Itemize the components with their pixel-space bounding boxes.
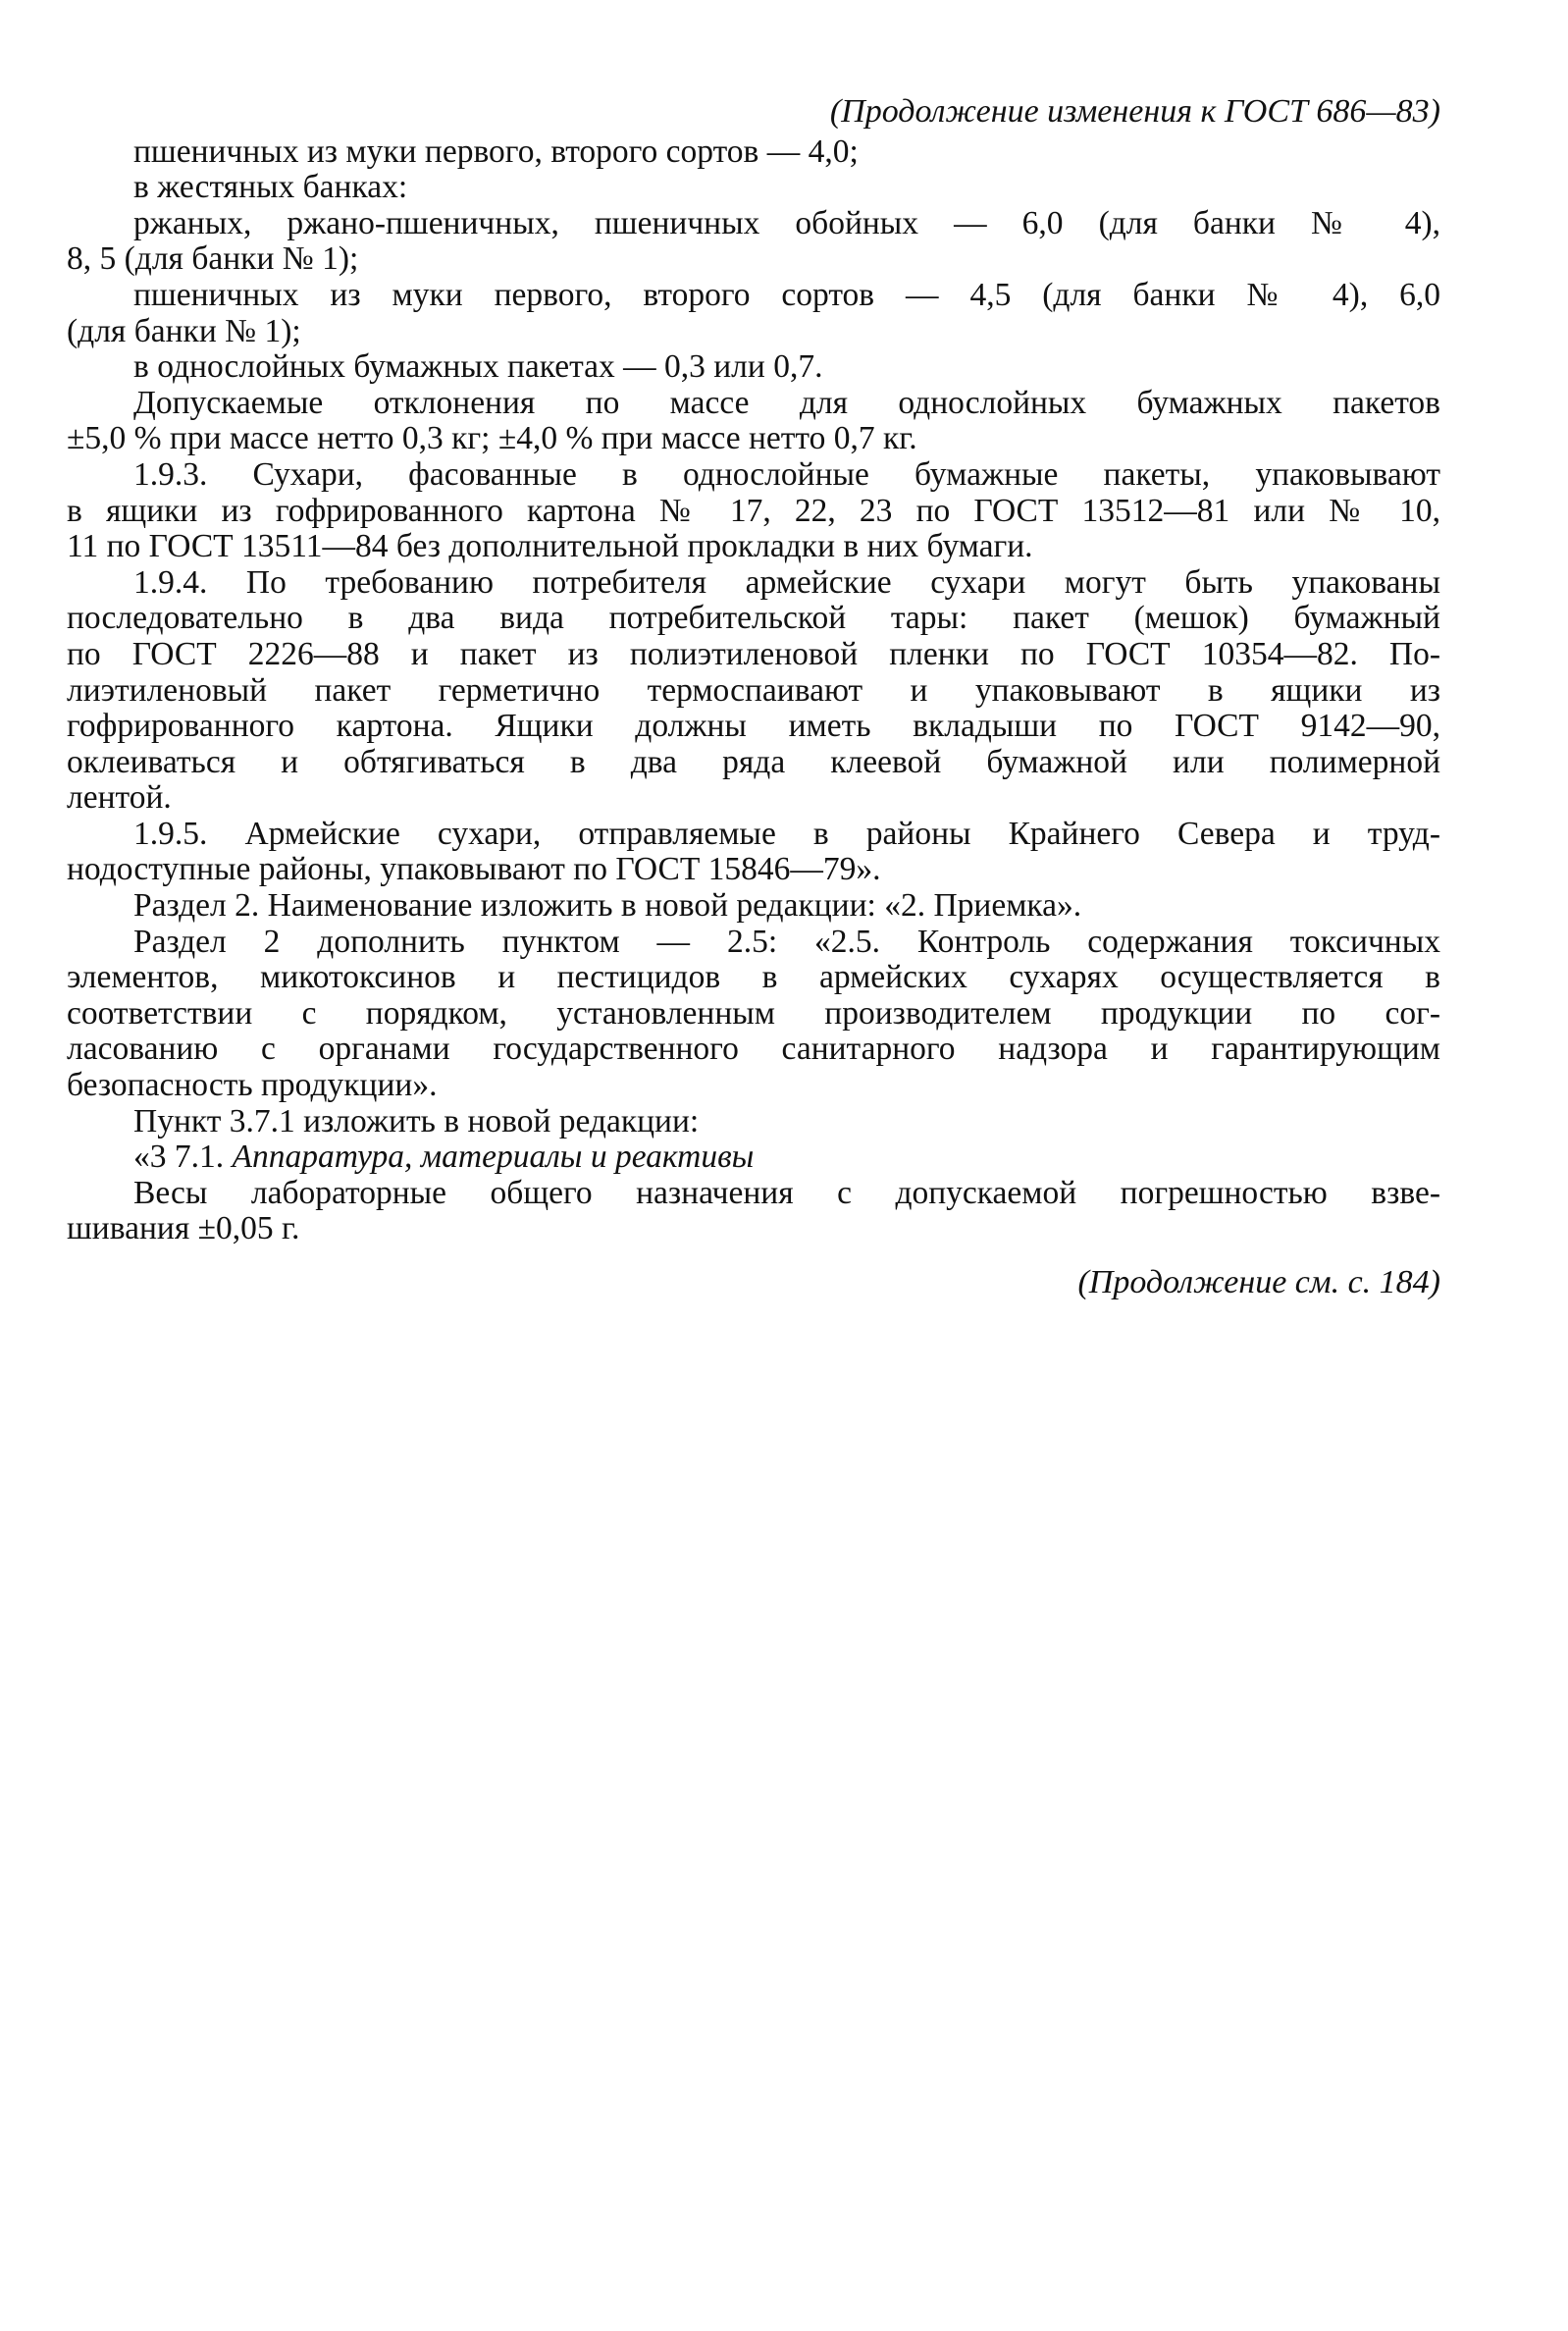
text-line: нодоступные районы, упаковывают по ГОСТ 15846—79». xyxy=(67,851,881,888)
text-line: соответствии с порядком, установленным производителем продукции по сог- xyxy=(67,994,1440,1032)
text-line: ±5,0 % при массе нетто 0,3 кг; ±4,0 % при массе нетто 0,7 кг. xyxy=(67,420,917,457)
text-line: Пункт 3.7.1 изложить в новой редакции: xyxy=(133,1102,700,1139)
text-line: в ящики из гофрированного картона № 17, 22, 23 по ГОСТ 13512—81 или № 10, xyxy=(67,492,1440,529)
text-line: (для банки № 1); xyxy=(67,312,301,349)
text-line: безопасность продукции». xyxy=(67,1067,438,1104)
text-line: «3 7.1. Аппаратура, материалы и реактивы xyxy=(133,1139,755,1176)
italic-heading: Аппаратура, материалы и реактивы xyxy=(232,1139,755,1176)
text-line: элементов, микотоксинов и пестицидов в армейских сухарях осуществляется в xyxy=(67,959,1440,996)
text-line: оклеиваться и обтягиваться в два ряда клеевой бумажной или полимерной xyxy=(67,743,1440,780)
text-line: последовательно в два вида потребительской тары: пакет (мешок) бумажный xyxy=(67,600,1440,637)
text-line: в жестяных банках: xyxy=(133,169,408,206)
text-line: шивания ±0,05 г. xyxy=(67,1210,300,1247)
text-line: 1.9.3. Сухари, фасованные в однослойные бумажные пакеты, упаковывают xyxy=(133,455,1440,493)
text-line: по ГОСТ 2226—88 и пакет из полиэтиленовой пленки по ГОСТ 10354—82. По- xyxy=(67,635,1440,672)
text-line: в однослойных бумажных пакетах — 0,3 или 0,7. xyxy=(133,348,823,386)
text-line: Раздел 2. Наименование изложить в новой редакции: «2. Приемка». xyxy=(133,887,1082,925)
text-line: пшеничных из муки первого, второго сортов — 4,5 (для банки № 4), 6,0 xyxy=(133,276,1440,313)
text-line: ржаных, ржано-пшеничных, пшеничных обойных — 6,0 (для банки № 4), xyxy=(133,204,1440,241)
text-line: ласованию с органами государственного санитарного надзора и гарантирующим xyxy=(67,1031,1440,1068)
text-line: лиэтиленовый пакет герметично термоспаивают и упаковывают в ящики из xyxy=(67,671,1440,709)
text-line: Весы лабораторные общего назначения с допускаемой погрешностью взве- xyxy=(133,1174,1440,1211)
text-line: лентой. xyxy=(67,779,172,817)
text-line: 8, 5 (для банки № 1); xyxy=(67,240,359,278)
document-body xyxy=(67,134,1440,1247)
text-line: 1.9.4. По требованию потребителя армейские сухари могут быть упакованы xyxy=(133,563,1440,601)
text-line: Раздел 2 дополнить пунктом — 2.5: «2.5. Контроль содержания токсичных xyxy=(133,923,1440,960)
page-footer: (Продолжение см. с. 184) xyxy=(1077,1264,1440,1300)
text-line: гофрированного картона. Ящики должны иметь вкладыши по ГОСТ 9142—90, xyxy=(67,708,1440,745)
text-line: 1.9.5. Армейские сухари, отправляемые в районы Крайнего Севера и труд- xyxy=(133,815,1440,852)
text-line: Допускаемые отклонения по массе для однослойных бумажных пакетов xyxy=(133,384,1440,421)
text-line: пшеничных из муки первого, второго сортов — 4,0; xyxy=(133,132,859,170)
text-line: 11 по ГОСТ 13511—84 без дополнительной прокладки в них бумаги. xyxy=(67,528,1033,565)
document-page xyxy=(67,94,1440,1301)
page-header: (Продолжение изменения к ГОСТ 686—83) xyxy=(829,93,1440,130)
